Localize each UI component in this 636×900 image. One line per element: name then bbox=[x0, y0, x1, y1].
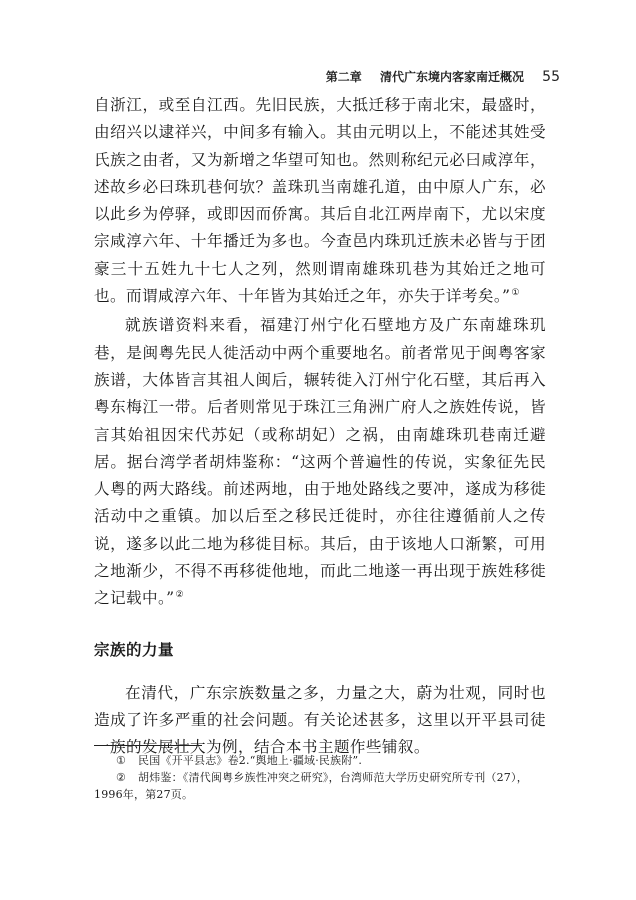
chapter-title: 清代广东境内客家南迁概况 bbox=[379, 70, 524, 84]
paragraph-text: 自浙江，或至自江西。先旧民族，大抵迁移于南北宋，最盛时，由绍兴以逮祥兴，中间多有输入。其由元明以上，不能述其姓受氏族之由者，又为新增之华望可知也。然则称纪元必曰咸淳年，述故乡必曰珠玑巷何欤？盖珠玑当南雄孔道，由中原人广东，必以此乡为停驿，或即因而侨寓。其后自北江两岸南下，尤以宋度宗咸淳六年、十年播迁为多也。今查邑内珠玑迁族未必皆与于团豪三十五姓九十七人之列，然则谓南雄珠玑巷为其始迁之地可也。而谓咸淳六年、十年皆为其始迁之年，亦失于详考矣。” bbox=[94, 96, 546, 306]
footnote-text: 民国《开平县志》卷2.“舆地上·疆域·民族附”. bbox=[138, 754, 363, 767]
footnote-text: 胡炜鉴：《清代闽粤乡族性冲突之研究》，台湾师范大学历史研究所专刊（27），1996年，第27页。 bbox=[94, 771, 528, 801]
footnote-mark: ① bbox=[116, 754, 127, 767]
footnote-1 bbox=[94, 752, 546, 769]
footnote-ref-1: ① bbox=[511, 287, 520, 298]
footnote-ref-2: ② bbox=[175, 590, 185, 601]
chapter-label: 第二章 bbox=[325, 70, 362, 84]
paragraph bbox=[94, 680, 546, 762]
paragraph-text: 在清代，广东宗族数量之多，力量之大，蔚为壮观，同时也造成了许多严重的社会问题。有关论述甚多，这里以开平县司徒一族的发展壮大为例，结合本书主题作些铺叙。 bbox=[94, 683, 546, 757]
footnote-2 bbox=[94, 769, 546, 803]
footnote-mark: ② bbox=[116, 771, 127, 784]
section-heading: 宗族的力量 bbox=[94, 640, 175, 659]
paragraph bbox=[94, 312, 546, 612]
running-head bbox=[40, 68, 560, 85]
paragraph-continued bbox=[94, 92, 546, 310]
body-text bbox=[94, 92, 546, 762]
paragraph-text: 就族谱资料来看，福建汀州宁化石壁地方及广东南雄珠玑巷，是闽粤先民人徙活动中两个重要地名。前者常见于闽粤客家族谱，大体皆言其祖人闽后，辗转徙入汀州宁化石壁，其后再入粤东梅江一带。后者则常见于珠江三角洲广府人之族姓传说，皆言其始祖因宋代苏妃（或称胡妃）之祸，由南雄珠玑巷南迁避居。据台湾学者胡炜鉴称：“这两个普遍性的传说，实象征先民人粤的两大路线。前述两地，由于地处路线之要冲，遂成为移徙活动中之重镇。加以后至之移民迁徙时，亦往往遵循前人之传说，遂多以此二地为移徙目标。其后，由于该地人口渐繁，可用之地渐少，不得不再移徙他地，而此二地遂一再出现于族姓移徙之记载中。” bbox=[94, 316, 546, 608]
footnotes bbox=[94, 752, 546, 803]
page-number: 55 bbox=[542, 69, 560, 85]
footnote-divider bbox=[94, 745, 202, 746]
